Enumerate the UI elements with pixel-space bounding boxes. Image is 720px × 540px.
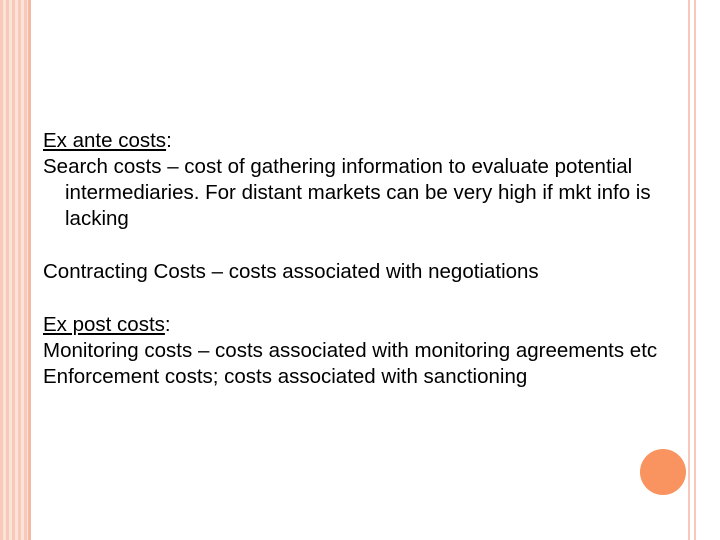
right-border-line-inner <box>694 0 696 540</box>
slide-body <box>43 128 663 390</box>
left-border-line <box>28 0 31 540</box>
right-border-line-outer <box>688 0 690 540</box>
spacer <box>43 285 663 312</box>
ex-post-heading: Ex post costs <box>43 313 165 336</box>
ex-post-heading-line <box>43 312 663 338</box>
search-costs-text: Search costs – cost of gathering information to evaluate potential intermediaries. For distant markets can be very high if mkt info is lacking <box>43 155 651 230</box>
contracting-costs-text: Contracting Costs – costs associated with negotiations <box>43 260 539 283</box>
ex-ante-colon: : <box>166 129 172 152</box>
enforcement-costs-text: Enforcement costs; costs associated with sanctioning <box>43 365 528 388</box>
monitoring-costs-text: Monitoring costs – costs associated with monitoring agreements etc <box>43 339 658 362</box>
ex-post-colon: : <box>164 313 171 336</box>
ex-ante-heading: Ex ante costs <box>43 129 167 152</box>
ex-ante-heading-line <box>43 128 663 154</box>
orange-circle-decoration <box>640 449 686 495</box>
left-decorative-border <box>0 0 28 540</box>
spacer <box>43 232 663 259</box>
